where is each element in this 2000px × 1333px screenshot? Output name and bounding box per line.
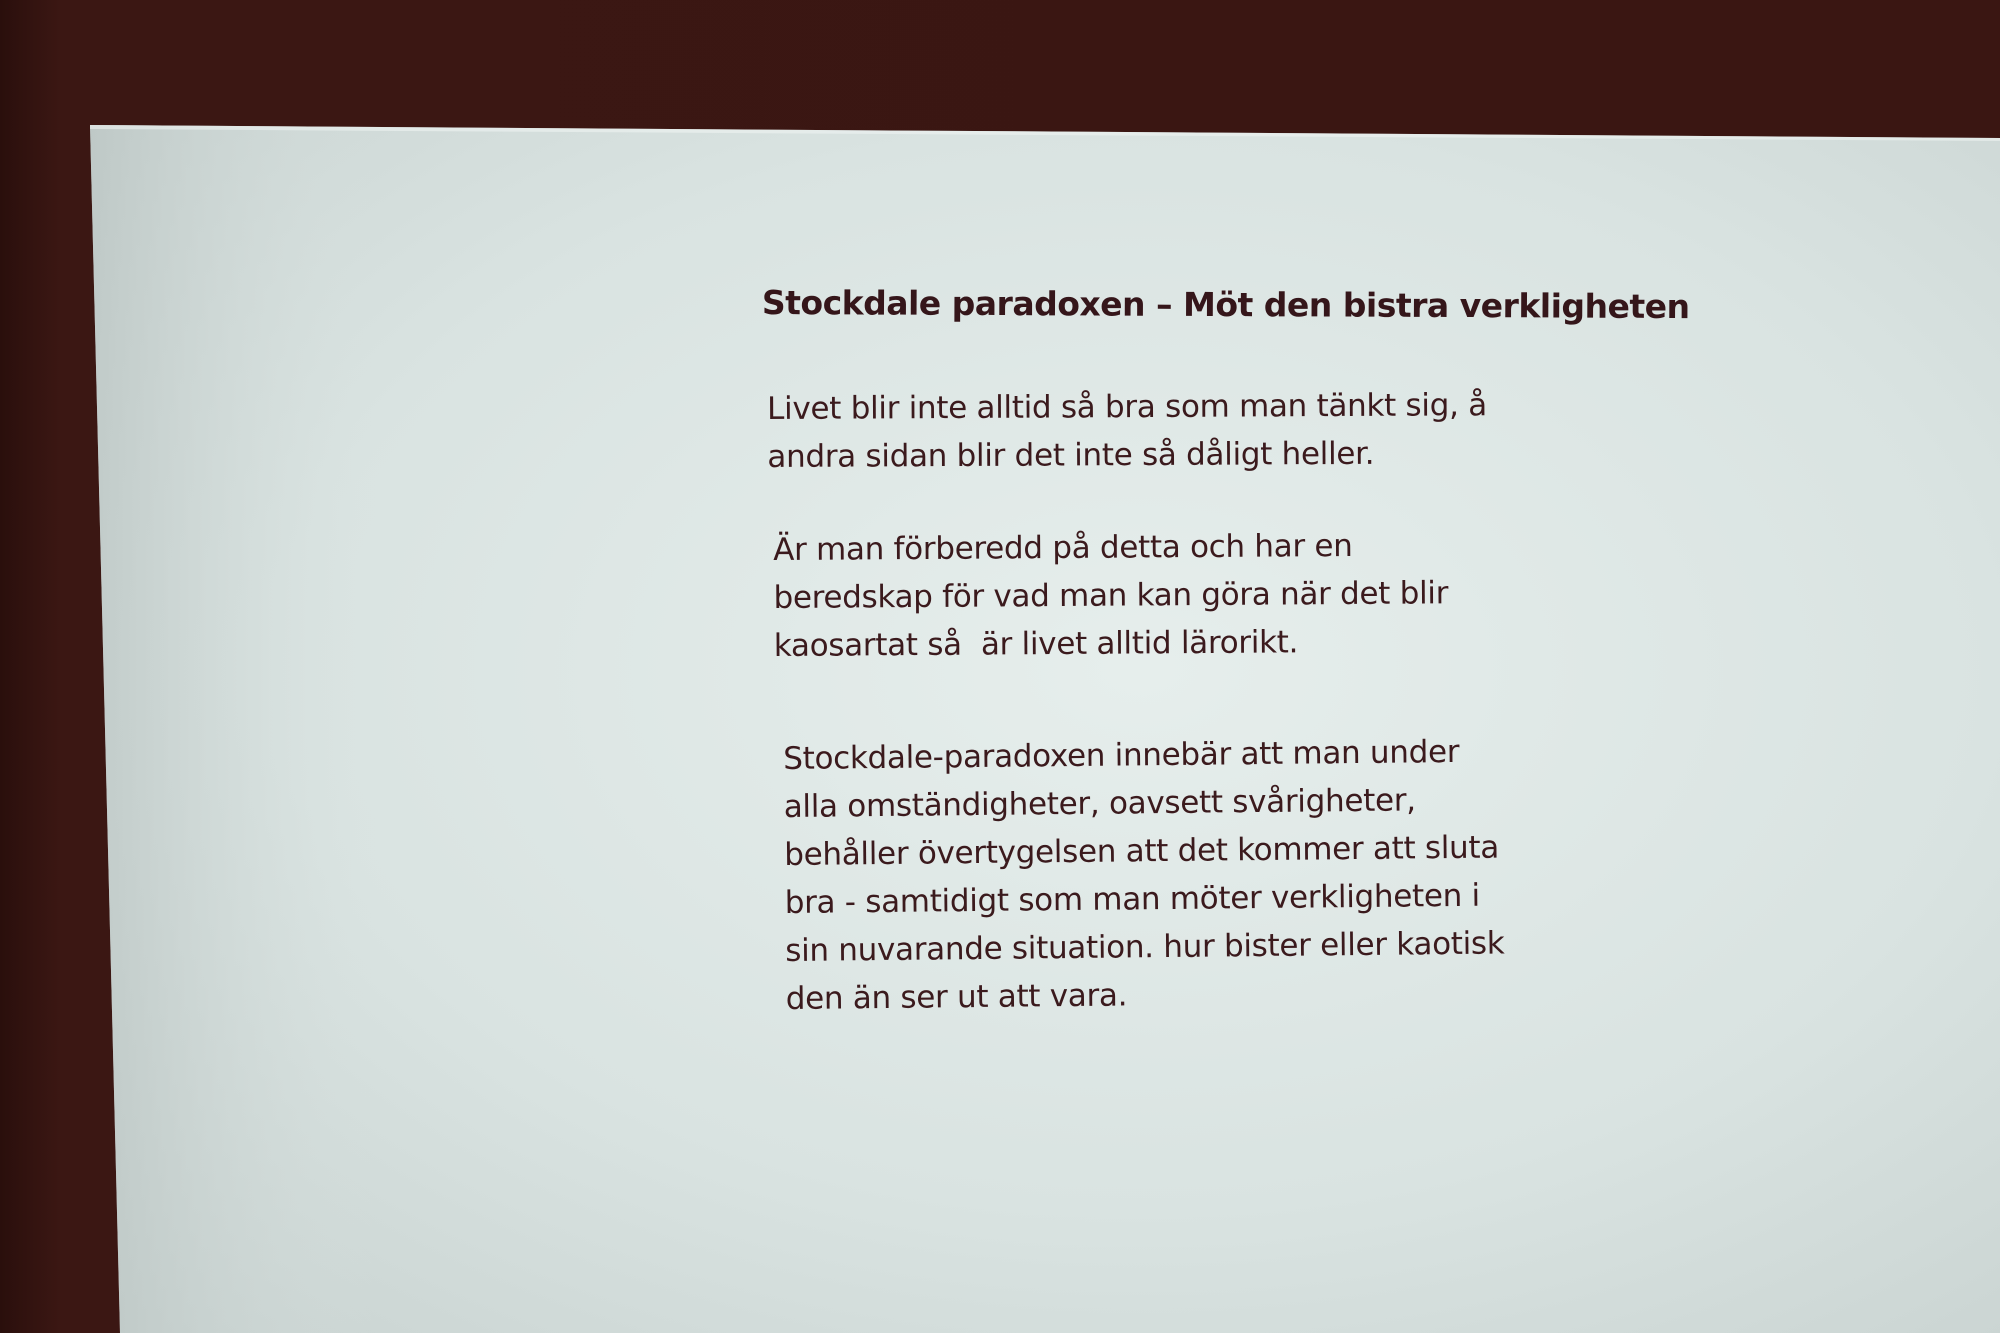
slide-paragraph: Stockdale-paradoxen innebär att man under alla omständigheter, oavsett svårigheter, behåller övertygelsen att det kommer att sluta bra - samtidigt som man möter verkligheten i sin nuvarande situation. hur bister eller kaotisk den än ser ut att vara.	[783, 733, 1505, 1017]
slide-paragraph: Är man förberedd på detta och har en beredskap för vad man kan göra när det blir kaosartat så är livet alltid lärorikt.	[773, 527, 1449, 664]
slide-paragraph: Livet blir inte alltid så bra som man tänkt sig, å andra sidan blir det inte så dåligt heller.	[767, 387, 1487, 475]
slide-title: Stockdale paradoxen – Möt den bistra verkligheten	[761, 283, 1690, 327]
